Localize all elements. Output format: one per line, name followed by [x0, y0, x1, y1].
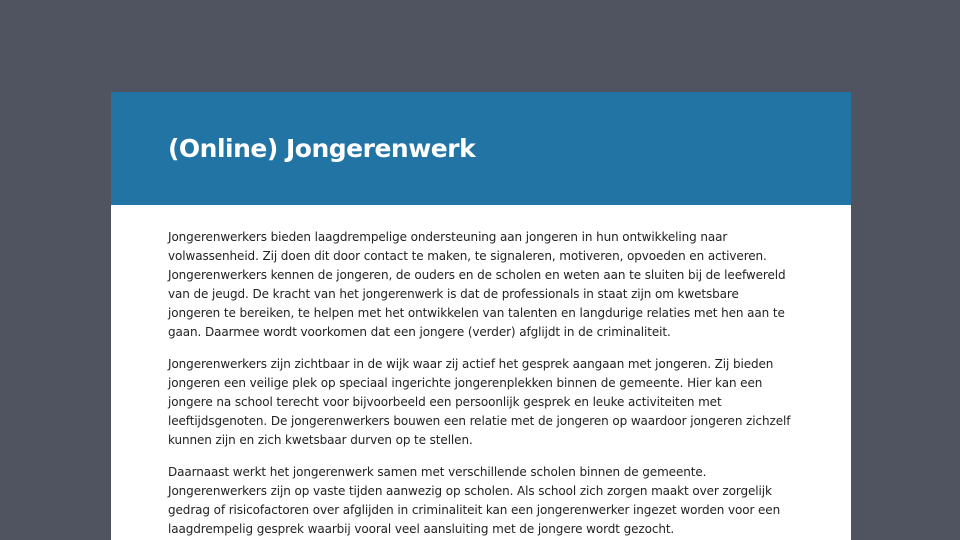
info-modal: [111, 92, 851, 540]
modal-title: (Online) Jongerenwerk: [168, 134, 476, 163]
paragraph-intro: Jongerenwerkers bieden laagdrempelige ondersteuning aan jongeren in hun ontwikkeling naar volwassenheid. Zij doen dit door contact te maken, te signaleren, motiveren, opvoeden en activeren. Jongerenwerkers kennen de jongeren, de ouders en de scholen en weten aan te sluiten bij de leefwereld van de jeugd. De kracht van het jongerenwerk is dat de professionals in staat zijn om kwetsbare jongeren te bereiken, te helpen met het ontwikkelen van talenten en langdurige relaties met hen aan te gaan. Daarmee wordt voorkomen dat een jongere (verder) afglijdt in de criminaliteit.: [168, 230, 786, 339]
modal-body: [111, 205, 851, 539]
modal-header: [111, 92, 851, 205]
paragraph-schools: Daarnaast werkt het jongerenwerk samen met verschillende scholen binnen de gemeente. Jongerenwerkers zijn op vaste tijden aanwezig op scholen. Als school zich zorgen maakt over zorgelijk gedrag of risicofactoren over afglijden in criminaliteit kan een jongerenwerker ingezet worden voor een laagdrempelig gesprek waarbij vooral veel aansluiting met de jongere wordt gezocht.: [168, 465, 781, 536]
paragraph-neighborhood: Jongerenwerkers zijn zichtbaar in de wijk waar zij actief het gesprek aangaan met jongeren. Zij bieden jongeren een veilige plek op speciaal ingerichte jongerenplekken binnen de gemeente. Hier kan een jongere na school terecht voor bijvoorbeeld een persoonlijk gesprek en leuke activiteiten met leeftijdsgenoten. De jongerenwerkers bouwen een relatie met de jongeren op waardoor jongeren zichzelf kunnen zijn en zich kwetsbaar durven op te stellen.: [168, 357, 791, 447]
